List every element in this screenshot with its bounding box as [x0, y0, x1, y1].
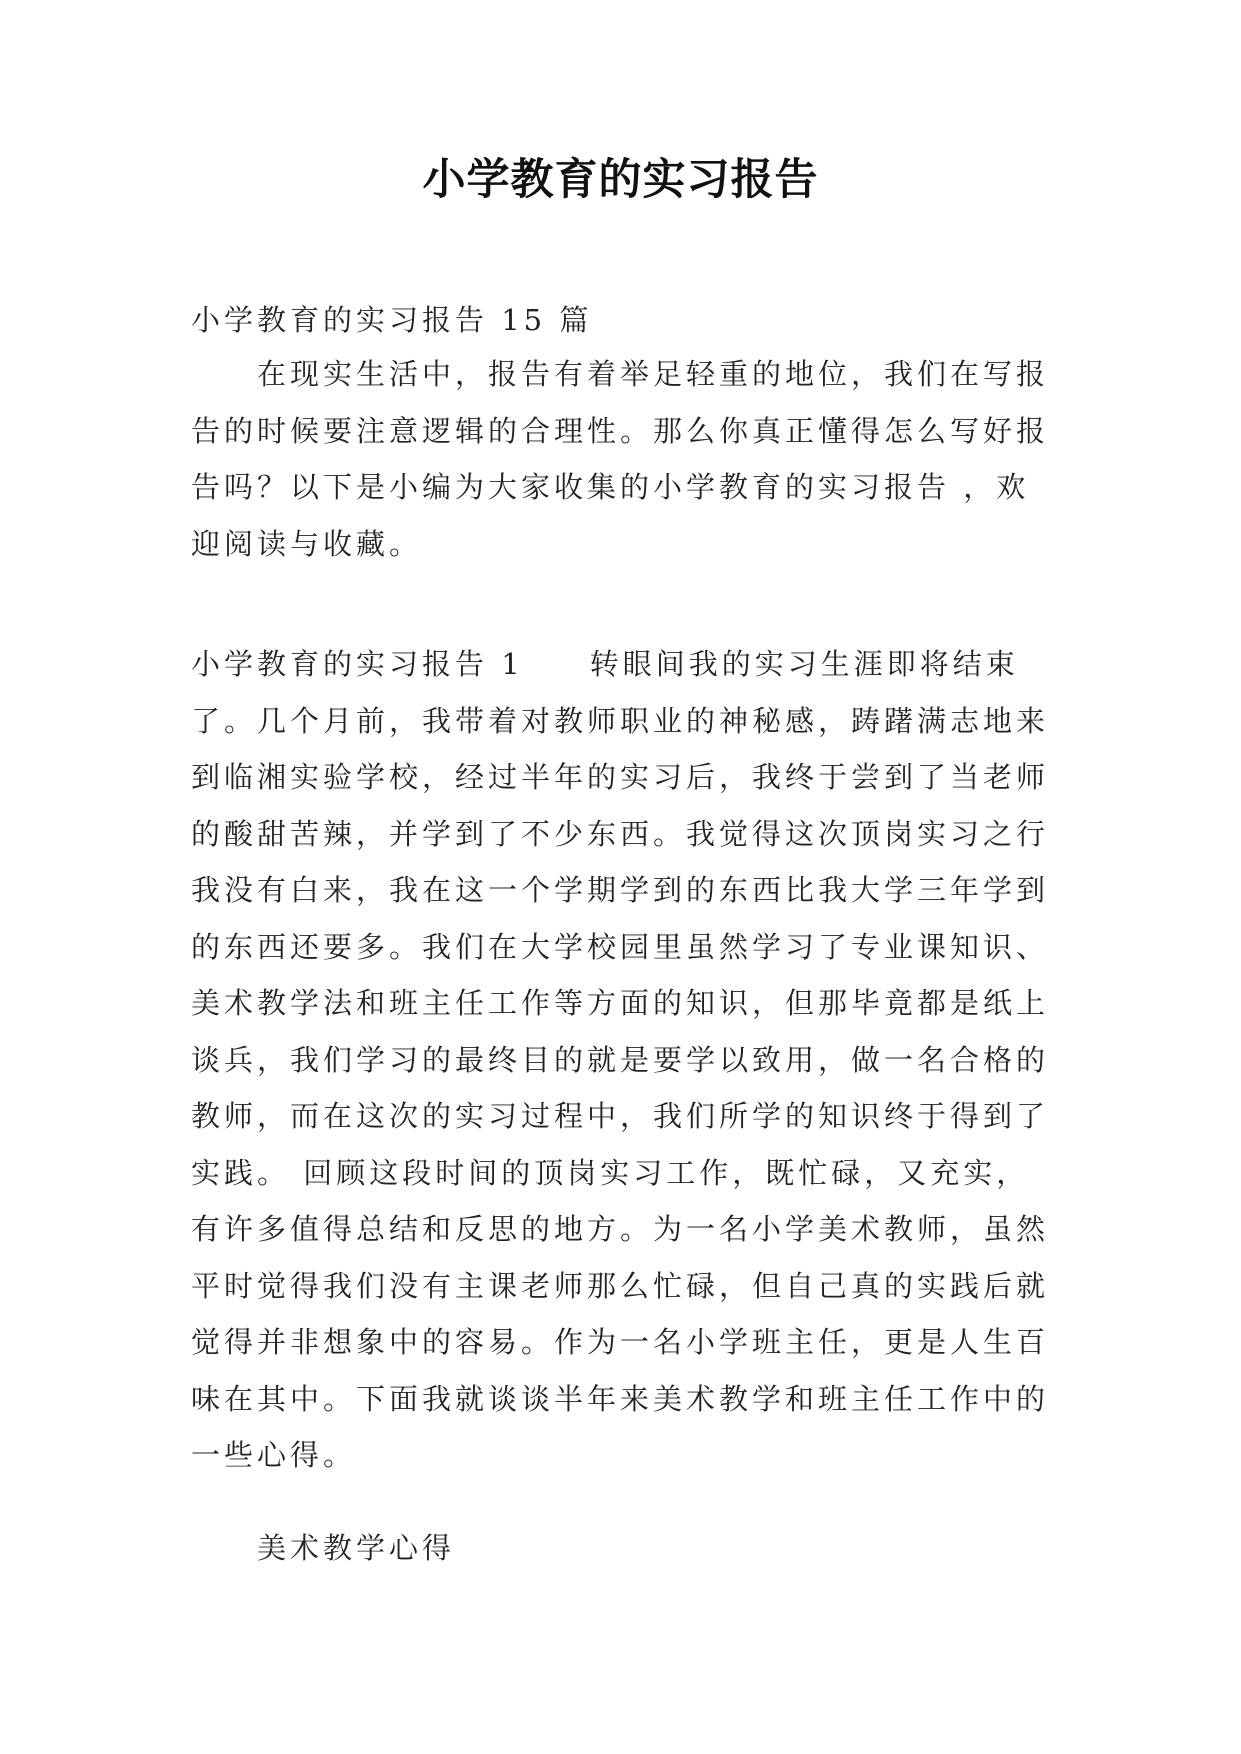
report-line: 一些心得。 [191, 1438, 357, 1472]
art-teaching-heading: 美术教学心得 [257, 1531, 456, 1565]
report-line: 了。几个月前，我带着对教师职业的神秘感，踌躇满志地来 [191, 703, 1050, 738]
report-line: 我没有白来，我在这一个学期学到的东西比我大学三年学到 [191, 873, 1050, 907]
report-line: 谈兵，我们学习的最终目的就是要学以致用，做一名合格的 [191, 1042, 1050, 1077]
report-line: 平时觉得我们没有主课老师那么忙碌，但自己真的实践后就 [191, 1268, 1050, 1303]
intro-paragraph [191, 346, 1061, 572]
report-line: 到临湘实验学校，经过半年的实习后，我终于尝到了当老师 [191, 760, 1050, 794]
intro-line: 告吗？以下是小编为大家收集的小学教育的实习报告 ，欢 [191, 470, 1030, 504]
report-line: 教师，而在这次的实习过程中，我们所学的知识终于得到了 [191, 1099, 1050, 1133]
intro-line: 在现实生活中，报告有着举足轻重的地位，我们在写报 [257, 357, 1050, 391]
report-line: 美术教学法和班主任工作等方面的知识，但那毕竟都是纸上 [191, 986, 1050, 1020]
intro-line: 告的时候要注意逻辑的合理性。那么你真正懂得怎么写好报 [191, 413, 1050, 448]
report-line: 有许多值得总结和反思的地方。为一名小学美术教师，虽然 [191, 1212, 1050, 1246]
report-line: 小学教育的实习报告 1 转眼间我的实习生涯即将结束 [191, 647, 1019, 681]
intro-line: 迎阅读与收藏。 [191, 526, 423, 561]
page-title: 小学教育的实习报告 [422, 155, 819, 205]
report-line: 觉得并非想象中的容易。作为一名小学班主任，更是人生百 [191, 1325, 1050, 1359]
report-line: 味在其中。下面我就谈谈半年来美术教学和班主任工作中的 [191, 1381, 1050, 1416]
document-subtitle: 小学教育的实习报告 15 篇 [191, 303, 593, 337]
report-1-paragraph [191, 636, 1061, 1484]
report-line: 的酸甜苦辣，并学到了不少东西。我觉得这次顶岗实习之行 [191, 816, 1050, 851]
report-line: 实践。 回顾这段时间的顶岗实习工作，既忙碌，又充实， [191, 1155, 1030, 1190]
report-line: 的东西还要多。我们在大学校园里虽然学习了专业课知识、 [191, 929, 1050, 964]
